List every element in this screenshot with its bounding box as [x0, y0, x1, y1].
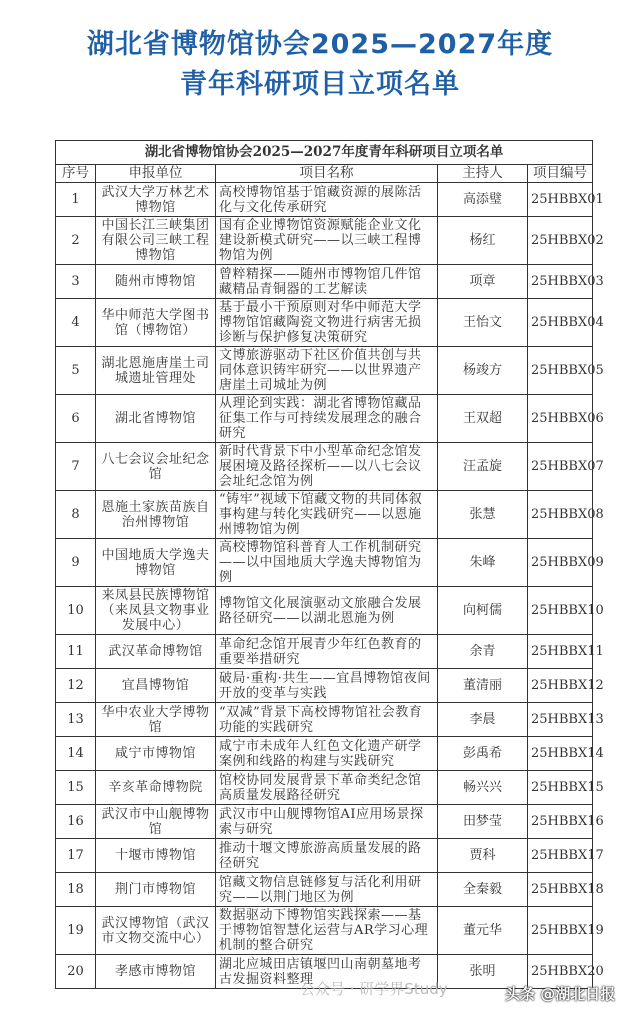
page-title-line2: 青年科研项目立项名单 [180, 69, 460, 100]
cell-leader: 汪孟旋 [438, 443, 528, 491]
table-row [56, 669, 593, 703]
cell-index: 12 [56, 669, 96, 703]
cell-project-name: 武汉市中山舰博物馆AI应用场景探索与研究 [216, 805, 438, 839]
cell-unit: 湖北省博物馆 [96, 395, 216, 443]
cell-index: 10 [56, 587, 96, 635]
cell-project-code: 25HBBX15 [528, 771, 593, 805]
cell-leader: 向柯儒 [438, 587, 528, 635]
cell-unit: 十堰市博物馆 [96, 839, 216, 873]
header-index: 序号 [56, 165, 96, 183]
table-row [56, 703, 593, 737]
header-leader: 主持人 [438, 165, 528, 183]
cell-project-code: 25HBBX10 [528, 587, 593, 635]
cell-project-code: 25HBBX20 [528, 955, 593, 989]
cell-project-code: 25HBBX13 [528, 703, 593, 737]
cell-project-name: 推动十堰文博旅游高质量发展的路径研究 [216, 839, 438, 873]
table-row [56, 265, 593, 299]
table-row [56, 873, 593, 907]
cell-project-code: 25HBBX09 [528, 539, 593, 587]
cell-project-name: “双减”背景下高校博物馆社会教育功能的实践研究 [216, 703, 438, 737]
page-title-line1: 湖北省博物馆协会2025—2027年度 [86, 29, 554, 60]
cell-index: 6 [56, 395, 96, 443]
cell-leader: 董清丽 [438, 669, 528, 703]
cell-unit: 来凤县民族博物馆（来凤县文物事业发展中心） [96, 587, 216, 635]
cell-unit: 中国地质大学逸夫博物馆 [96, 539, 216, 587]
cell-project-name: 基于最小干预原则对华中师范大学博物馆馆藏陶瓷文物进行病害无损诊断与保护修复决策研究 [216, 299, 438, 347]
cell-project-name: 咸宁市未成年人红色文化遗产研学案例和线路的构建与实践研究 [216, 737, 438, 771]
cell-project-code: 25HBBX07 [528, 443, 593, 491]
table-row [56, 587, 593, 635]
cell-unit: 随州市博物馆 [96, 265, 216, 299]
cell-unit: 武汉博物馆（武汉市文物交流中心） [96, 907, 216, 955]
cell-unit: 武汉大学万林艺术博物馆 [96, 183, 216, 217]
cell-leader: 朱峰 [438, 539, 528, 587]
wechat-watermark: 公众号 · 研学界Study [300, 980, 448, 998]
cell-unit: 荆门市博物馆 [96, 873, 216, 907]
cell-index: 18 [56, 873, 96, 907]
cell-project-code: 25HBBX14 [528, 737, 593, 771]
cell-index: 20 [56, 955, 96, 989]
cell-project-name: 湖北应城田店镇堰凹山南朝墓地考古发掘资料整理 [216, 955, 438, 989]
cell-unit: 华中农业大学博物馆 [96, 703, 216, 737]
cell-leader: 田梦莹 [438, 805, 528, 839]
cell-index: 7 [56, 443, 96, 491]
cell-unit: 宜昌博物馆 [96, 669, 216, 703]
cell-project-code: 25HBBX04 [528, 299, 593, 347]
cell-index: 16 [56, 805, 96, 839]
cell-project-name: 高校博物馆基于馆藏资源的展陈活化与文化传承研究 [216, 183, 438, 217]
cell-project-code: 25HBBX11 [528, 635, 593, 669]
project-list-table [55, 140, 604, 989]
header-project-code: 项目编号 [528, 165, 593, 183]
cell-leader: 张明 [438, 955, 528, 989]
cell-project-code: 25HBBX02 [528, 217, 593, 265]
cell-project-name: 数据驱动下博物馆实践探索——基于博物馆智慧化运营与AR学习心理机制的整合研究 [216, 907, 438, 955]
cell-index: 1 [56, 183, 96, 217]
cell-index: 13 [56, 703, 96, 737]
cell-index: 19 [56, 907, 96, 955]
cell-project-code: 25HBBX12 [528, 669, 593, 703]
cell-unit: 华中师范大学图书馆（博物馆） [96, 299, 216, 347]
cell-index: 2 [56, 217, 96, 265]
table-row [56, 443, 593, 491]
cell-leader: 项章 [438, 265, 528, 299]
cell-unit: 恩施土家族苗族自治州博物馆 [96, 491, 216, 539]
table-header-row [56, 165, 593, 183]
cell-leader: 王双超 [438, 395, 528, 443]
table-row [56, 183, 593, 217]
cell-index: 5 [56, 347, 96, 395]
cell-project-code: 25HBBX16 [528, 805, 593, 839]
cell-unit: 八七会议会址纪念馆 [96, 443, 216, 491]
cell-index: 8 [56, 491, 96, 539]
cell-unit: 中国长江三峡集团有限公司三峡工程博物馆 [96, 217, 216, 265]
table-row [56, 839, 593, 873]
cell-unit: 孝感市博物馆 [96, 955, 216, 989]
cell-project-code: 25HBBX06 [528, 395, 593, 443]
cell-index: 9 [56, 539, 96, 587]
cell-project-code: 25HBBX08 [528, 491, 593, 539]
cell-project-name: 博物馆文化展演驱动文旅融合发展路径研究——以湖北恩施为例 [216, 587, 438, 635]
cell-index: 15 [56, 771, 96, 805]
cell-project-name: 从理论到实践：湖北省博物馆藏品征集工作与可持续发展理念的融合研究 [216, 395, 438, 443]
cell-index: 14 [56, 737, 96, 771]
cell-project-name: 新时代背景下中小型革命纪念馆发展困境及路径探析——以八七会议会址纪念馆为例 [216, 443, 438, 491]
cell-leader: 高添璧 [438, 183, 528, 217]
cell-unit: 湖北恩施唐崖土司城遗址管理处 [96, 347, 216, 395]
cell-leader: 王怡文 [438, 299, 528, 347]
cell-unit: 辛亥革命博物院 [96, 771, 216, 805]
cell-project-name: 破局·重构·共生——宜昌博物馆夜间开放的变革与实践 [216, 669, 438, 703]
cell-leader: 李晨 [438, 703, 528, 737]
cell-leader: 杨竣方 [438, 347, 528, 395]
table-row [56, 347, 593, 395]
cell-leader: 余青 [438, 635, 528, 669]
cell-leader: 张慧 [438, 491, 528, 539]
cell-leader: 董元华 [438, 907, 528, 955]
toutiao-watermark: 头条 @湖北日报 [505, 985, 616, 1003]
cell-index: 4 [56, 299, 96, 347]
cell-index: 3 [56, 265, 96, 299]
cell-project-name: 高校博物馆科普育人工作机制研究——以中国地质大学逸夫博物馆为例 [216, 539, 438, 587]
cell-project-code: 25HBBX05 [528, 347, 593, 395]
table-row [56, 217, 593, 265]
table-row [56, 737, 593, 771]
cell-project-name: 革命纪念馆开展青少年红色教育的重要举措研究 [216, 635, 438, 669]
cell-leader: 畅兴兴 [438, 771, 528, 805]
table-row [56, 491, 593, 539]
table-caption: 湖北省博物馆协会2025—2027年度青年科研项目立项名单 [56, 141, 593, 165]
table-row [56, 907, 593, 955]
cell-leader: 彭禹希 [438, 737, 528, 771]
cell-project-code: 25HBBX03 [528, 265, 593, 299]
header-unit: 申报单位 [96, 165, 216, 183]
cell-project-name: 曾粹精探——随州市博物馆几件馆藏精品青铜器的工艺解读 [216, 265, 438, 299]
cell-project-code: 25HBBX19 [528, 907, 593, 955]
cell-leader: 全秦毅 [438, 873, 528, 907]
table-row [56, 635, 593, 669]
cell-unit: 咸宁市博物馆 [96, 737, 216, 771]
cell-leader: 贾科 [438, 839, 528, 873]
cell-project-name: 文博旅游驱动下社区价值共创与共同体意识铸牢研究——以世界遗产唐崖土司城址为例 [216, 347, 438, 395]
table-row [56, 299, 593, 347]
table-row [56, 395, 593, 443]
cell-unit: 武汉市中山舰博物馆 [96, 805, 216, 839]
table-row [56, 805, 593, 839]
header-project-name: 项目名称 [216, 165, 438, 183]
cell-index: 17 [56, 839, 96, 873]
cell-unit: 武汉革命博物馆 [96, 635, 216, 669]
cell-project-code: 25HBBX18 [528, 873, 593, 907]
cell-index: 11 [56, 635, 96, 669]
cell-project-name: 馆校协同发展背景下革命类纪念馆高质量发展路径研究 [216, 771, 438, 805]
table-row [56, 539, 593, 587]
table-row [56, 771, 593, 805]
cell-project-name: “铸牢”视域下馆藏文物的共同体叙事构建与转化实践研究——以恩施州博物馆为例 [216, 491, 438, 539]
cell-project-code: 25HBBX01 [528, 183, 593, 217]
cell-project-code: 25HBBX17 [528, 839, 593, 873]
cell-project-name: 馆藏文物信息链修复与活化利用研究——以荆门地区为例 [216, 873, 438, 907]
cell-project-name: 国有企业博物馆资源赋能企业文化建设新模式研究——以三峡工程博物馆为例 [216, 217, 438, 265]
cell-leader: 杨红 [438, 217, 528, 265]
